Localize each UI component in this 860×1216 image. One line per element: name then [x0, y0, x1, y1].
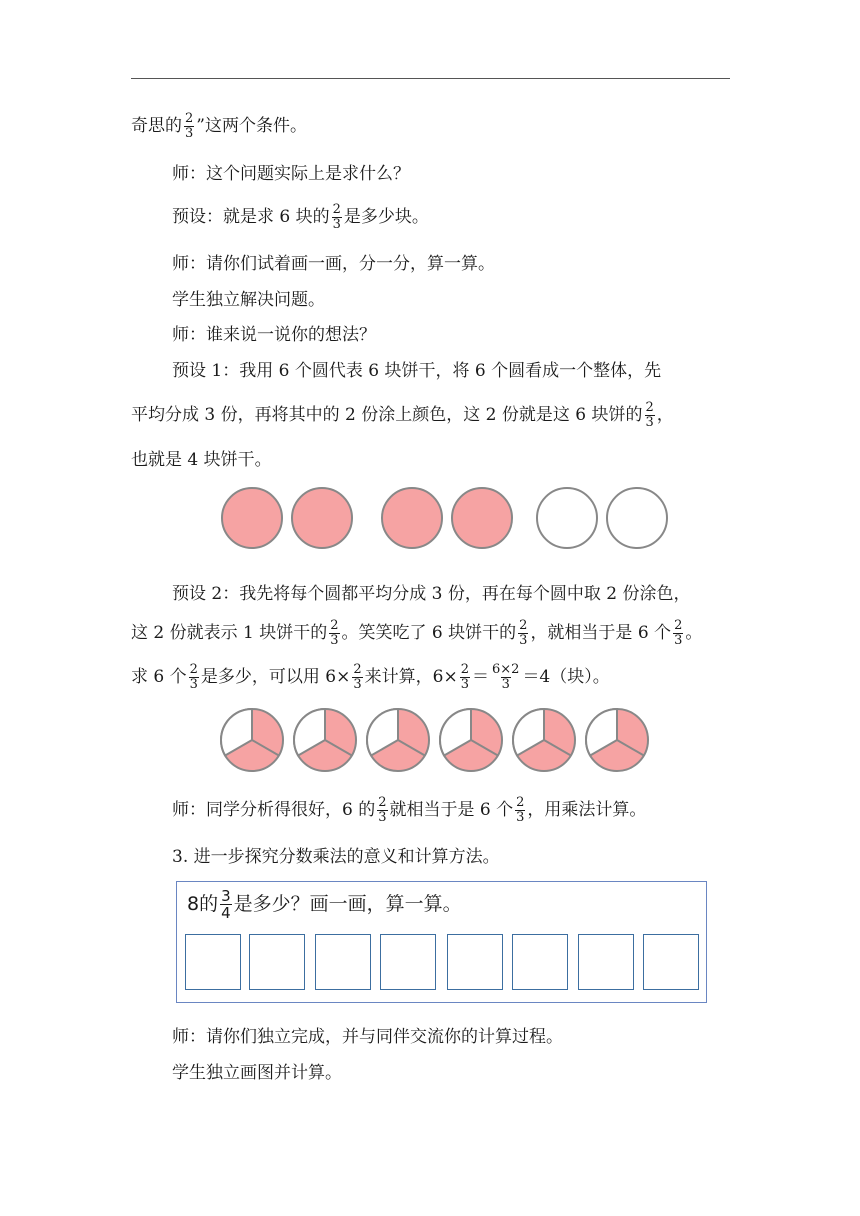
paragraph-8: 平均分成 3 份，再将其中的 2 份涂上颜色，这 2 份就是这 6 块饼的 $\frac{2}{3}$ ，: [131, 400, 674, 430]
shaded-circle: [222, 488, 282, 548]
exercise-question: 8的 $\frac{3}{4}$ 是多少？画一画，算一算。: [187, 887, 462, 922]
cookie-square: [185, 934, 241, 990]
paragraph-6: 师：谁来说一说你的想法？: [172, 325, 376, 345]
fraction: $\frac{2}{3}$: [185, 111, 194, 141]
paragraph-13: 师：同学分析得很好，6 的 $\frac{2}{3}$ 就相当于是 6 个 $\frac{2}{3}$ ，用乘法计算。: [172, 795, 647, 825]
section-heading: 3. 进一步探究分数乘法的意义和计算方法。: [172, 847, 500, 867]
fraction: $\frac{2}{3}$: [519, 618, 528, 648]
empty-circle: [537, 488, 597, 548]
paragraph-3: 预设：就是求 6 块的 $\frac{2}{3}$ 是多少块。: [172, 202, 429, 232]
shaded-circle: [292, 488, 352, 548]
fraction: $\frac{2}{3}$: [645, 400, 654, 430]
paragraph-1: [131, 112, 307, 141]
fraction: $\frac{6\times 2}{3}$: [492, 662, 520, 692]
divided-circle: [367, 709, 429, 771]
divided-circle: [440, 709, 502, 771]
paragraph-4: 师：请你们试着画一画，分一分，算一算。: [172, 254, 495, 274]
fraction: $\frac{2}{3}$: [674, 618, 683, 648]
exercise-box: [176, 881, 707, 1003]
fraction: $\frac{2}{3}$: [460, 662, 469, 692]
divided-circle: [294, 709, 356, 771]
cookie-square: [643, 934, 699, 990]
empty-circle: [607, 488, 667, 548]
header-rule: [131, 78, 730, 79]
divided-circle: [513, 709, 575, 771]
paragraph-10: 预设 2：我先将每个圆都平均分成 3 份，再在每个圆中取 2 份涂色，: [172, 584, 691, 604]
cookie-square: [315, 934, 371, 990]
fraction: $\frac{2}{3}$: [378, 795, 387, 825]
cookie-square: [512, 934, 568, 990]
divided-circle: [586, 709, 648, 771]
fraction: $\frac{2}{3}$: [516, 795, 525, 825]
paragraph-5: 学生独立解决问题。: [172, 290, 325, 310]
text: ”这两个条件。: [196, 116, 307, 136]
fraction: $\frac{2}{3}$: [332, 202, 341, 232]
paragraph-11: 这 2 份就表示 1 块饼干的 $\frac{2}{3}$ 。笑笑吃了 6 块饼干的 $\frac{2}{3}$ ，就相当于是 6 个 $\frac{2}{3}$ 。: [131, 618, 703, 648]
divided-circle: [221, 709, 283, 771]
divided-circles-figure: [215, 704, 660, 776]
shaded-circle: [382, 488, 442, 548]
cookie-square: [249, 934, 305, 990]
whole-circles-figure: [215, 484, 675, 554]
paragraph-2: 师：这个问题实际上是求什么？: [172, 164, 410, 184]
cookie-square: [380, 934, 436, 990]
text: 奇思的: [131, 116, 182, 136]
paragraph-16: 学生独立画图并计算。: [172, 1063, 342, 1083]
fraction: $\frac{3}{4}$: [221, 887, 231, 922]
paragraph-9: 也就是 4 块饼干。: [131, 450, 272, 470]
paragraph-12: 求 6 个 $\frac{2}{3}$ 是多少，可以用 6× $\frac{2}{3}$ 来计算，6× $\frac{2}{3}$ ＝ $\frac{6\times 2}{3}$ ＝4（块）。: [131, 662, 610, 692]
fraction: $\frac{2}{3}$: [189, 662, 198, 692]
paragraph-7: 预设 1：我用 6 个圆代表 6 块饼干，将 6 个圆看成一个整体，先: [172, 361, 662, 381]
cookie-square: [578, 934, 634, 990]
fraction: $\frac{2}{3}$: [353, 662, 362, 692]
paragraph-15: 师：请你们独立完成，并与同伴交流你的计算过程。: [172, 1027, 563, 1047]
cookie-square: [447, 934, 503, 990]
fraction: $\frac{2}{3}$: [330, 618, 339, 648]
shaded-circle: [452, 488, 512, 548]
